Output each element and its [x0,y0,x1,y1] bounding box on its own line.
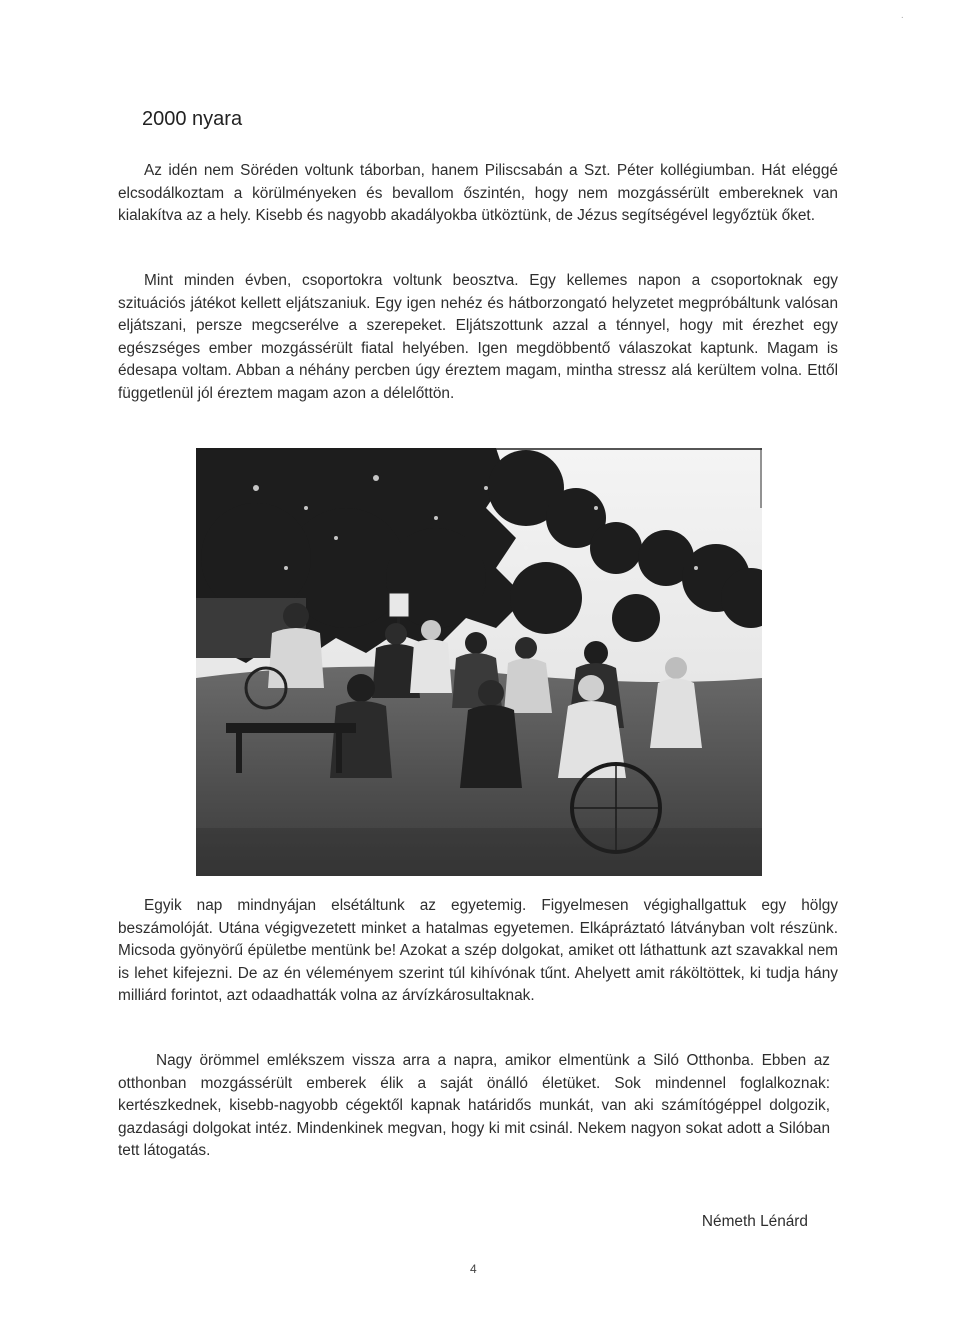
scan-mark: · [900,12,904,23]
page-number: 4 [470,1262,477,1276]
paragraph-2: Mint minden évben, csoportokra voltunk beosztva. Egy kellemes napon a csoportoknak egy szituációs játékot kellett eljátszaniuk. Egy igen nehéz és hátborzongató helyzetet megpróbáltunk valósan eljátszani, persze megcserélve a szerepeket. Eljátszottunk azzal a ténnyel, hogy mit érezhet egy egészséges ember mozgássérült fiatal helyében. Igen megdöbbentő válaszokat kaptunk. Magam is édesapa voltam. Abban a néhány percben úgy éreztem magam, mintha stressz alá kerültem volna. Ettől függetlenül jól éreztem magam azon a délelőttön. [118,272,838,402]
paragraph-4: Nagy örömmel emlékszem vissza arra a napra, amikor elmentünk a Siló Otthonba. Ebben az otthonban mozgássérült emberek élik a saját önálló életüket. Sok mindennel foglalkoznak: kertészkednek, kisebb-nagyobb cégektől kapnak határidős munkát, van aki számítógéppel dolgozik, gazdasági dolgokat intéz. Mindenkinek megvan, hogy ki mit csinál. Nekem nagyon sokat adott a Silóban tett látogatás. [118,1052,830,1159]
paragraph-3: Egyik nap mindnyájan elsétáltunk az egyetemig. Figyelmesen végighallgattuk egy hölgy beszámolóját. Utána végigvezetett minket a hatalmas egyetemen. Elkápráztató látványban volt részünk. Micsoda gyönyörű épületbe mentünk be! Azokat a szép dolgokat, amiket ott láthattunk azt szavakkal nem is lehet kifejezni. De az én véleményem szerint túl kihívónak tűnt. Ahelyett amit ráköltöttek, ki tudja hány milliárd forintot, azt odaadhatták volna az árvízkárosultaknak. [118,897,838,1004]
group-photo-image [196,448,762,876]
photo-sign [389,593,409,617]
group-photo [196,448,762,876]
page-title: 2000 nyara [142,108,243,130]
paragraph-1: Az idén nem Söréden voltunk táborban, hanem Piliscsabán a Szt. Péter kollégiumban. Hát eléggé elcsodálkoztam a körülményeken és bevallom őszintén, hogy nem mozgássérült embereknek van kialakítva az a hely. Kisebb és nagyobb akadályokba ütköztünk, de Jézus segítségével legyőztük őket. [118,162,838,224]
author-signature: Németh Lénárd [701,1213,808,1230]
